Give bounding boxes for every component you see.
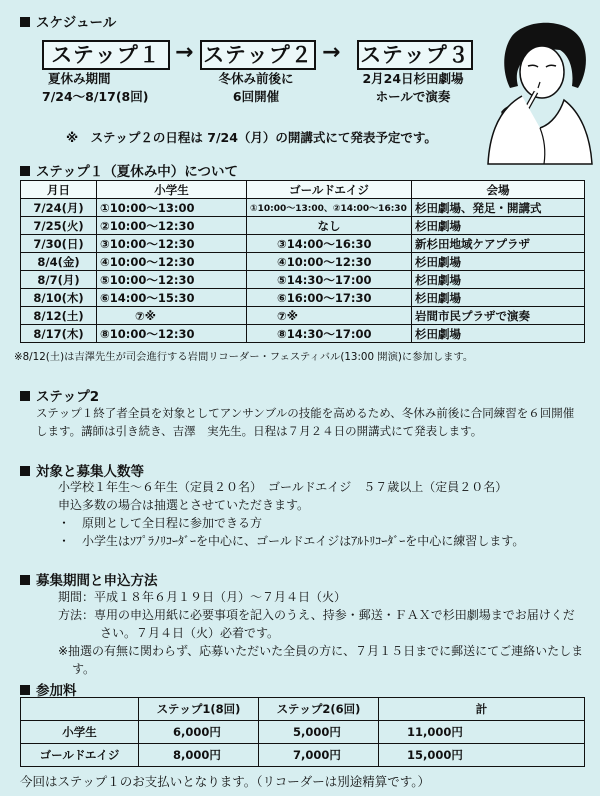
elementary-cell: ⑤10:00〜12:30: [97, 271, 247, 289]
table-row: [21, 307, 585, 325]
bullet-square-icon: [20, 391, 30, 401]
date-cell: 7/24(月): [21, 199, 97, 217]
target-line1: 小学校１年生〜６年生（定員２０名） ゴールドエイジ ５７歳以上（定員２０名）: [58, 480, 508, 494]
col-header-elementary: 小学生: [97, 181, 247, 199]
gold-age-cell: ⑦※: [247, 307, 412, 325]
date-cell: 8/7(月): [21, 271, 97, 289]
table-row: [21, 199, 585, 217]
gold-age-cell: ⑥16:00〜17:30: [247, 289, 412, 307]
col-header-venue: 会場: [412, 181, 585, 199]
period-line5: す。: [72, 662, 96, 676]
table-row: [21, 253, 585, 271]
step3-line2: ホールで演奏: [375, 89, 451, 104]
recorder-player-illustration: [482, 16, 594, 166]
schedule-table: [20, 180, 585, 343]
fee-row: [21, 721, 585, 744]
bullet-square-icon: [20, 166, 30, 176]
date-cell: 8/17(木): [21, 325, 97, 343]
elementary-cell: ⑧10:00〜12:30: [97, 325, 247, 343]
target-line2: 申込多数の場合は抽選とさせていただきます。: [58, 498, 310, 512]
elementary-cell: ③10:00〜12:30: [97, 235, 247, 253]
step2-text-line2: します。講師は引き続き、吉澤 実先生。日程は７月２４日の開講式にて発表します。: [36, 424, 483, 438]
period-section-header: 募集期間と申込方法: [20, 569, 158, 589]
gold-age-cell: ④10:00〜12:30: [247, 253, 412, 271]
fee-total: 11,000円: [379, 721, 585, 744]
step2-line1: 冬休み前後に: [218, 71, 294, 86]
table-row: [21, 271, 585, 289]
fee-header-blank: [21, 698, 139, 721]
venue-cell: 杉田劇場: [412, 325, 585, 343]
bullet-square-icon: [20, 685, 30, 695]
table-row: [21, 217, 585, 235]
step3-line1: 2月24日杉田劇場: [362, 71, 464, 86]
venue-cell: 杉田劇場、発足・開講式: [412, 199, 585, 217]
venue-cell: 杉田劇場: [412, 253, 585, 271]
step1-line1: 夏休み期間: [48, 71, 111, 86]
step2-section-header: ステップ2: [20, 385, 99, 405]
gold-age-cell: なし: [247, 217, 412, 235]
target-bullet1: ・ 原則として全日程に参加できる方: [58, 516, 263, 530]
period-line2: 方法：専用の申込用紙に必要事項を記入のうえ、持参・郵送・ＦＡＸで杉田劇場までお届けくだ: [58, 608, 575, 622]
elementary-cell: ④10:00〜12:30: [97, 253, 247, 271]
fee-step2: 7,000円: [259, 744, 379, 767]
step2-line2: 6回開催: [232, 89, 280, 104]
fee-step1: 6,000円: [139, 721, 259, 744]
date-cell: 8/4(金): [21, 253, 97, 271]
table-footnote: ※8/12(土)は吉澤先生が司会進行する岩間リコーダー・フェスティバル(13:00 開演)に参加します。: [14, 351, 474, 363]
fee-category: 小学生: [21, 721, 139, 744]
table-row: [21, 325, 585, 343]
date-cell: 7/25(火): [21, 217, 97, 235]
gold-age-cell: ⑧14:30〜17:00: [247, 325, 412, 343]
fee-section-header: 参加料: [20, 679, 77, 699]
fee-category: ゴールドエイジ: [21, 744, 139, 767]
venue-cell: 杉田劇場: [412, 289, 585, 307]
venue-cell: 杉田劇場: [412, 217, 585, 235]
step3-box: ステップ３: [357, 40, 473, 70]
bullet-square-icon: [20, 466, 30, 476]
date-cell: 7/30(日): [21, 235, 97, 253]
step2-schedule-note: ※ ステップ２の日程は 7/24（月）の開講式にて発表予定です。: [66, 130, 437, 145]
fee-step2: 5,000円: [259, 721, 379, 744]
fee-step1: 8,000円: [139, 744, 259, 767]
step2-text-line1: ステップ１終了者全員を対象としてアンサンブルの技能を高めるため、冬休み前後に合同練習を６回開催: [36, 406, 575, 420]
elementary-cell: ①10:00〜13:00: [97, 199, 247, 217]
bullet-square-icon: [20, 575, 30, 585]
period-line4: ※抽選の有無に関わらず、応募いただいた全員の方に、７月１５日までに郵送にてご連絡いたしま: [58, 644, 584, 658]
fee-header-step1: ステップ1(8回): [139, 698, 259, 721]
target-bullet2: ・ 小学生はｿﾌﾟﾗﾉﾘｺｰﾀﾞｰを中心に、ゴールドエイジはｱﾙﾄﾘｺｰﾀﾞｰを中心に練習します。: [58, 534, 525, 548]
col-header-gold-age: ゴールドエイジ: [247, 181, 412, 199]
table-row: [21, 289, 585, 307]
arrow-right-icon: →: [322, 40, 341, 65]
elementary-cell: ②10:00〜12:30: [97, 217, 247, 235]
target-section-header: 対象と募集人数等: [20, 460, 144, 480]
elementary-cell: ⑦※: [97, 307, 247, 325]
venue-cell: 岩間市民プラザで演奏: [412, 307, 585, 325]
fee-header-total: 計: [379, 698, 585, 721]
arrow-right-icon: →: [175, 40, 194, 65]
bullet-square-icon: [20, 17, 30, 27]
table-row: [21, 235, 585, 253]
gold-age-cell: ⑤14:30〜17:00: [247, 271, 412, 289]
step1-box: ステップ１: [42, 40, 170, 70]
fee-row: [21, 744, 585, 767]
date-cell: 8/12(土): [21, 307, 97, 325]
venue-cell: 新杉田地域ケアプラザ: [412, 235, 585, 253]
date-cell: 8/10(木): [21, 289, 97, 307]
fee-header-row: [21, 698, 585, 721]
period-line1: 期間：平成１８年６月１９日（月）〜７月４日（火）: [58, 590, 347, 604]
gold-age-cell: ①10:00〜13:00、②14:00〜16:30: [247, 199, 412, 217]
step2-box: ステップ２: [200, 40, 316, 70]
venue-cell: 杉田劇場: [412, 271, 585, 289]
step1-section-header: ステップ１（夏休み中）について: [20, 160, 238, 180]
schedule-header: スケジュール: [20, 11, 116, 31]
period-line3: さい。７月４日（火）必着です。: [100, 626, 280, 640]
fee-header-step2: ステップ2(6回): [259, 698, 379, 721]
elementary-cell: ⑥14:00〜15:30: [97, 289, 247, 307]
gold-age-cell: ③14:00〜16:30: [247, 235, 412, 253]
col-header-date: 月日: [21, 181, 97, 199]
fee-total: 15,000円: [379, 744, 585, 767]
fee-table: [20, 697, 585, 767]
table-header-row: [21, 181, 585, 199]
payment-footer: 今回はステップ１のお支払いとなります。（リコーダーは別途精算です。）: [20, 774, 431, 789]
step1-line2: 7/24〜8/17(8回): [42, 89, 149, 104]
